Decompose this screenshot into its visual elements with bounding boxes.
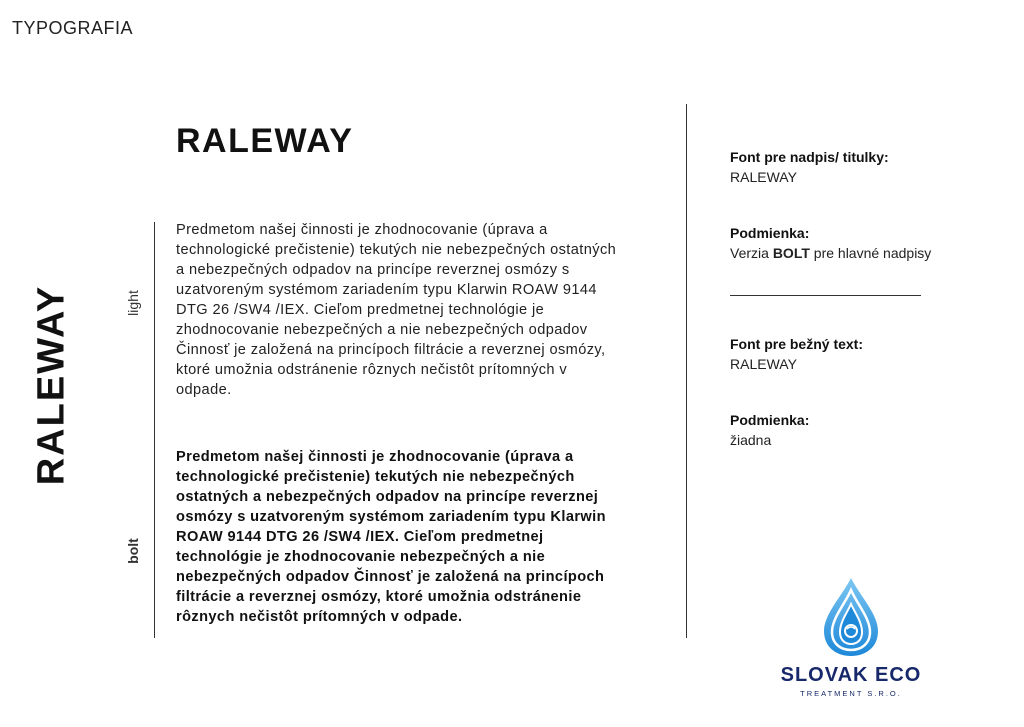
logo-company-subtitle: TREATMENT S.R.O. xyxy=(800,689,902,698)
heading-condition-prefix: Verzia xyxy=(730,245,769,261)
right-divider xyxy=(686,104,687,638)
body-condition-label: Podmienka: xyxy=(730,412,810,428)
heading-font-value: RALEWAY xyxy=(730,169,797,185)
vertical-font-name: RALEWAY xyxy=(30,284,73,486)
body-font-value: RALEWAY xyxy=(730,356,797,372)
body-font-block xyxy=(730,334,863,374)
font-name-title: RALEWAY xyxy=(176,122,354,160)
body-condition-block xyxy=(730,410,809,450)
weight-label-bolt: bolt xyxy=(125,538,141,564)
heading-font-label: Font pre nadpis/ titulky: xyxy=(730,149,889,165)
sample-text-light: Predmetom našej činnosti je zhodnocovanie (úprava a technologické prečistenie) tekutých nie nebezpečných ostatných a nebezpečných odpadov na princípe reverznej osmózy s uzatvoreným systémom zariadením typu Klarwin ROAW 9144 DTG 26 /SW4 /IEX. Cieľom predmetnej technológie je zhodnocovanie nebezpečných a nie nebezpečných odpadov Činnosť je založená na princípoch filtrácie a reverznej osmózy, ktoré umožnia odstránenie rôznych nečistôt prítomných v odpade. xyxy=(176,222,617,398)
heading-condition-suffix: pre hlavné nadpisy xyxy=(813,245,932,261)
heading-font-block xyxy=(730,147,889,187)
heading-condition-block xyxy=(730,223,931,263)
body-condition-value: žiadna xyxy=(730,432,772,448)
heading-condition-label: Podmienka: xyxy=(730,225,810,241)
water-drop-icon xyxy=(816,576,886,658)
info-separator xyxy=(730,295,921,296)
heading-condition-bold: BOLT xyxy=(772,245,810,261)
body-font-label: Font pre bežný text: xyxy=(730,336,864,352)
left-divider xyxy=(154,222,155,638)
weight-label-light: light xyxy=(125,290,141,316)
section-title: TYPOGRAFIA xyxy=(12,18,134,38)
heading-condition-value xyxy=(730,243,931,263)
logo-company-name: SLOVAK ECO xyxy=(780,664,922,686)
sample-text-bold: Predmetom našej činnosti je zhodnocovanie (úprava a technologické prečistenie) tekutých nie nebezpečných ostatných a nebezpečných odpadov na princípe reverznej osmózy s uzatvoreným systémom zariadením typu Klarwin ROAW 9144 DTG 26 /SW4 /IEX. Cieľom predmetnej technológie je zhodnocovanie nebezpečných a nie nebezpečných odpadov Činnosť je založená na princípoch filtrácie a reverznej osmózy, ktoré umožnia odstránenie rôznych nečistôt prítomných v odpade. xyxy=(176,449,606,625)
company-logo xyxy=(776,576,936,706)
